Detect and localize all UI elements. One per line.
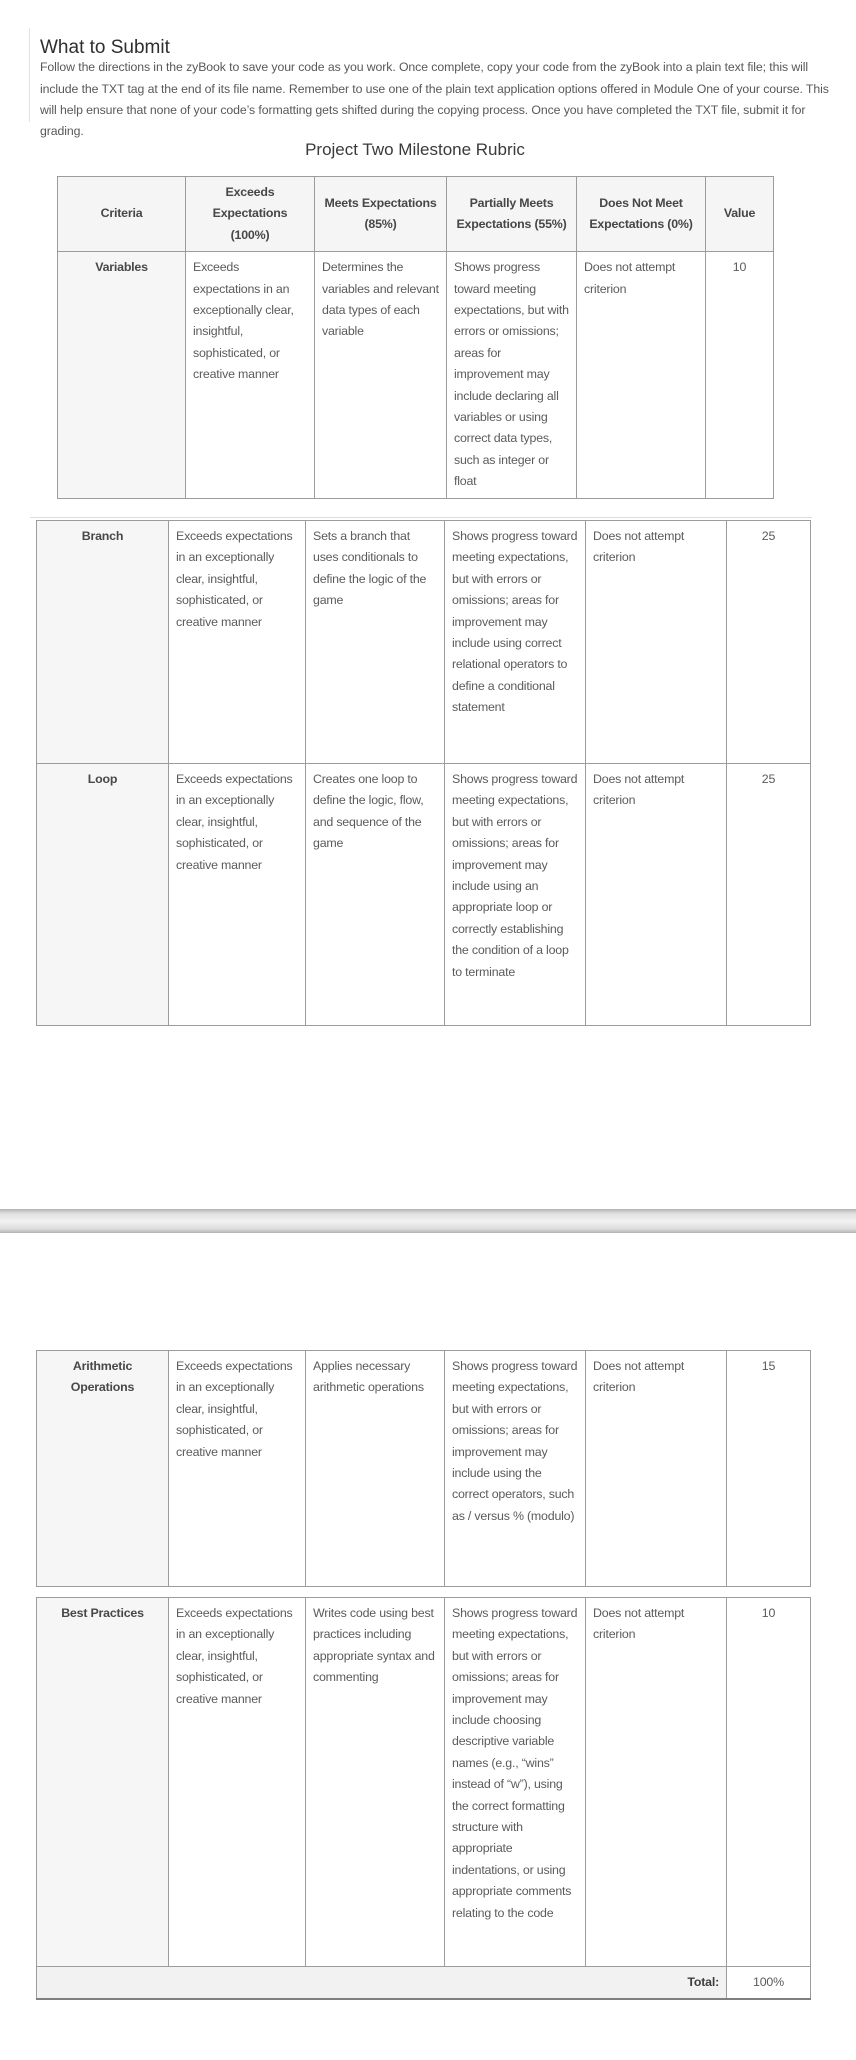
total-row (37, 1967, 811, 2000)
exceeds-cell: Exceeds expectations in an exceptionally clear, insightful, sophisticated, or creative manner (169, 1598, 306, 1967)
page-title: What to Submit (40, 36, 170, 58)
does-not-cell: Does not attempt criterion (586, 1598, 727, 1967)
content-left-border (29, 28, 30, 122)
row-branch (37, 521, 811, 764)
header-meets: Meets Expectations (85%) (315, 177, 447, 252)
header-criteria: Criteria (58, 177, 186, 252)
total-value: 100% (727, 1967, 811, 2000)
meets-cell: Sets a branch that uses conditionals to define the logic of the game (306, 521, 445, 764)
criteria-cell: Loop (37, 764, 169, 1026)
does-not-cell: Does not attempt criterion (586, 1351, 727, 1587)
header-does-not-meet: Does Not Meet Expectations (0%) (577, 177, 706, 252)
page-break-divider (0, 1209, 856, 1233)
header-value: Value (706, 177, 774, 252)
row-loop (37, 764, 811, 1026)
row-best-practices (37, 1598, 811, 1967)
row-variables (58, 252, 774, 498)
rubric-table-part-1 (57, 176, 774, 499)
meets-cell: Creates one loop to define the logic, flow, and sequence of the game (306, 764, 445, 1026)
row-arithmetic-operations (37, 1351, 811, 1587)
rubric-header-row (58, 177, 774, 252)
value-cell: 15 (727, 1351, 811, 1587)
exceeds-cell: Exceeds expectations in an exceptionally clear, insightful, sophisticated, or creative manner (169, 521, 306, 764)
exceeds-cell: Exceeds expectations in an exceptionally clear, insightful, sophisticated, or creative manner (169, 764, 306, 1026)
does-not-cell: Does not attempt criterion (586, 521, 727, 764)
intro-paragraph: Follow the directions in the zyBook to save your code as you work. Once complete, copy your code from the zyBook into a plain text file; this will include the TXT tag at the end of its file name. Remember to use one of the plain text application options offered in Module One of your course. This will help ensure that none of your code’s formatting gets shifted during the copying process. Once you have completed the TXT file, submit it for grading. (40, 60, 829, 138)
rubric-table-part-2 (36, 520, 811, 1026)
value-cell: 25 (727, 764, 811, 1026)
partially-cell: Shows progress toward meeting expectations, but with errors or omissions; areas for improvement may include declaring all variables or using correct data types, such as integer or float (447, 252, 577, 498)
rubric-table-part-3 (36, 1350, 811, 1587)
criteria-cell: Best Practices (37, 1598, 169, 1967)
criteria-cell: Arithmetic Operations (37, 1351, 169, 1587)
partially-cell: Shows progress toward meeting expectations, but with errors or omissions; areas for improvement may include choosing descriptive variable names (e.g., “wins” instead of “w”), using the correct formatting structure with appropriate indentations, or using appropriate comments relating to the code (445, 1598, 586, 1967)
rubric-title: Project Two Milestone Rubric (305, 140, 525, 159)
rubric-table-part-4 (36, 1597, 811, 2000)
meets-cell: Writes code using best practices including appropriate syntax and commenting (306, 1598, 445, 1967)
meets-cell: Applies necessary arithmetic operations (306, 1351, 445, 1587)
table-continuation-line (30, 517, 812, 518)
criteria-cell: Variables (58, 252, 186, 498)
value-cell: 10 (727, 1598, 811, 1967)
value-cell: 10 (706, 252, 774, 498)
exceeds-cell: Exceeds expectations in an exceptionally clear, insightful, sophisticated, or creative manner (186, 252, 315, 498)
exceeds-cell: Exceeds expectations in an exceptionally clear, insightful, sophisticated, or creative manner (169, 1351, 306, 1587)
does-not-cell: Does not attempt criterion (577, 252, 706, 498)
header-exceeds: Exceeds Expectations (100%) (186, 177, 315, 252)
meets-cell: Determines the variables and relevant data types of each variable (315, 252, 447, 498)
header-partially: Partially Meets Expectations (55%) (447, 177, 577, 252)
total-label: Total: (37, 1967, 727, 2000)
value-cell: 25 (727, 521, 811, 764)
partially-cell: Shows progress toward meeting expectations, but with errors or omissions; areas for improvement may include using correct relational operators to define a conditional statement (445, 521, 586, 764)
partially-cell: Shows progress toward meeting expectations, but with errors or omissions; areas for improvement may include using an appropriate loop or correctly establishing the condition of a loop to terminate (445, 764, 586, 1026)
partially-cell: Shows progress toward meeting expectations, but with errors or omissions; areas for improvement may include using the correct operators, such as / versus % (modulo) (445, 1351, 586, 1587)
criteria-cell: Branch (37, 521, 169, 764)
does-not-cell: Does not attempt criterion (586, 764, 727, 1026)
